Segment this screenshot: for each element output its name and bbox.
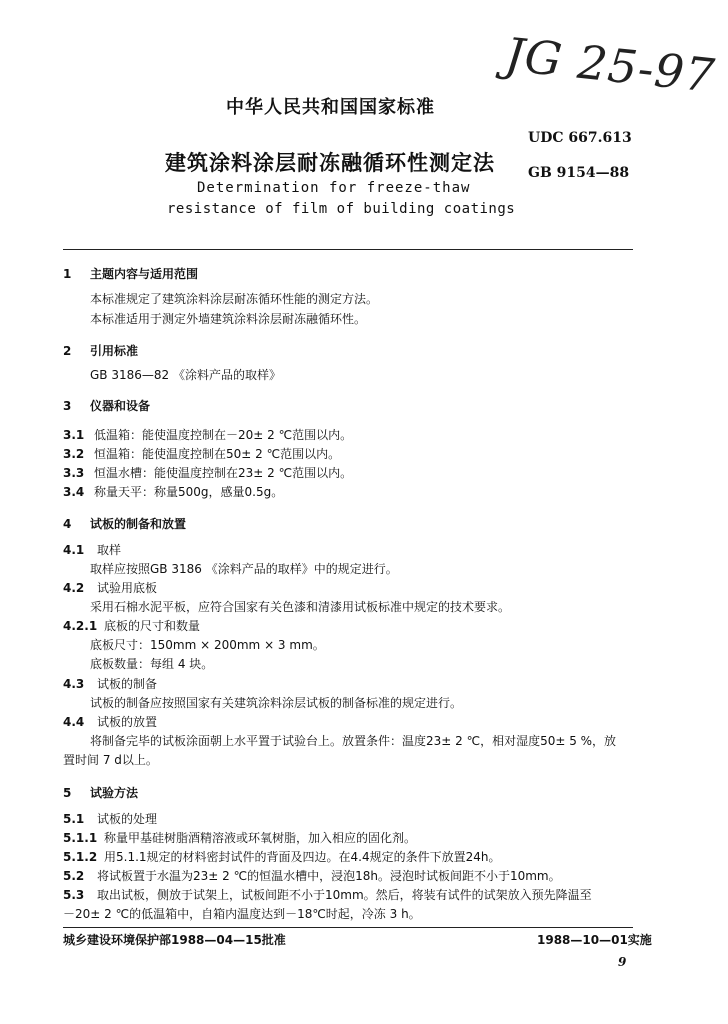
document-title-en-line2: resistance of film of building coatings <box>167 201 516 217</box>
item-3-2-text: 恒温箱：能使温度控制在50± 2 ℃范围以内。 <box>94 447 341 461</box>
item-3-1-text: 低温箱：能使温度控制在－20± 2 ℃范围以内。 <box>94 428 353 442</box>
item-5-1-1-text: 称量甲基硅树脂酒精溶液或环氧树脂，加入相应的固化剂。 <box>104 831 417 845</box>
section-3-heading: 仪器和设备 <box>90 399 151 413</box>
subsection-4-2-1-count: 底板数量：每组 4 块。 <box>90 657 214 671</box>
section-5-number: 5 <box>63 786 72 800</box>
subsection-4-2-paragraph: 采用石棉水泥平板，应符合国家有关色漆和清漆用试板标准中规定的技术要求。 <box>90 600 511 614</box>
item-3-1-number: 3.1 <box>63 428 85 442</box>
section-1-paragraph-1: 本标准规定了建筑涂料涂层耐冻循环性能的测定方法。 <box>90 292 379 306</box>
subsection-4-1-heading: 取样 <box>97 543 122 557</box>
item-5-2-text: 将试板置于水温为23± 2 ℃的恒温水槽中，浸泡18h。浸泡时试板间距不小于10mm。 <box>97 869 561 883</box>
subsection-4-4-paragraph-line1: 将制备完毕的试板涂面朝上水平置于试验台上。放置条件：温度23± 2 ℃，相对湿度50± 5 %，放 <box>90 734 617 748</box>
document-title-en-line1: Determination for freeze-thaw <box>197 180 471 196</box>
subsection-5-1-heading: 试板的处理 <box>97 812 158 826</box>
approval-line: 城乡建设环境保护部1988—04—15批准 <box>63 933 286 947</box>
subsection-4-2-number: 4.2 <box>63 581 85 595</box>
subsection-4-3-paragraph: 试板的制备应按照国家有关建筑涂料涂层试板的制备标准的规定进行。 <box>90 696 463 710</box>
item-5-1-1-number: 5.1.1 <box>63 831 98 845</box>
footer-divider <box>63 927 633 928</box>
item-5-3-number: 5.3 <box>63 888 85 902</box>
subsection-4-2-1-heading: 底板的尺寸和数量 <box>104 619 201 633</box>
item-5-1-2-number: 5.1.2 <box>63 850 98 864</box>
subsection-4-3-number: 4.3 <box>63 677 85 691</box>
section-1-number: 1 <box>63 267 72 281</box>
subsection-4-2-1-number: 4.2.1 <box>63 619 98 633</box>
subsection-4-1-number: 4.1 <box>63 543 85 557</box>
item-5-1-2-text: 用5.1.1规定的材料密封试件的背面及四边。在4.4规定的条件下放置24h。 <box>104 850 501 864</box>
subsection-5-1-number: 5.1 <box>63 812 85 826</box>
handwritten-code: JG 25-97 <box>502 27 718 103</box>
section-3-number: 3 <box>63 399 72 413</box>
item-3-3-number: 3.3 <box>63 466 85 480</box>
subsection-4-2-heading: 试验用底板 <box>97 581 158 595</box>
subsection-4-1-paragraph: 取样应按照GB 3186 《涂料产品的取样》中的规定进行。 <box>90 562 398 576</box>
item-5-2-number: 5.2 <box>63 869 85 883</box>
subsection-4-3-heading: 试板的制备 <box>97 677 158 691</box>
implementation-date: 1988—10—01实施 <box>537 933 652 947</box>
section-2-heading: 引用标准 <box>90 344 139 358</box>
item-3-3-text: 恒温水槽：能使温度控制在23± 2 ℃范围以内。 <box>94 466 353 480</box>
subsection-4-4-number: 4.4 <box>63 715 85 729</box>
item-5-3-text-line2: －20± 2 ℃的低温箱中，自箱内温度达到－18℃时起，冷冻 3 h。 <box>63 907 421 921</box>
subsection-4-4-paragraph-line2: 置时间 7 d以上。 <box>63 753 158 767</box>
gb-code: GB 9154—88 <box>528 165 630 181</box>
document-title-cn: 建筑涂料涂层耐冻融循环性测定法 <box>165 151 495 175</box>
section-5-heading: 试验方法 <box>90 786 139 800</box>
header-divider <box>63 249 633 250</box>
item-3-4-text: 称量天平：称量500g，感量0.5g。 <box>94 485 284 499</box>
national-standard-heading: 中华人民共和国国家标准 <box>226 97 435 118</box>
item-3-2-number: 3.2 <box>63 447 85 461</box>
page-number: 9 <box>618 955 627 969</box>
section-2-number: 2 <box>63 344 72 358</box>
section-4-heading: 试板的制备和放置 <box>90 517 187 531</box>
item-3-4-number: 3.4 <box>63 485 85 499</box>
section-2-reference: GB 3186—82 《涂料产品的取样》 <box>90 368 281 382</box>
section-1-paragraph-2: 本标准适用于测定外墙建筑涂料涂层耐冻融循环性。 <box>90 312 367 326</box>
subsection-4-2-1-size: 底板尺寸：150mm × 200mm × 3 mm。 <box>90 638 325 652</box>
section-1-heading: 主题内容与适用范围 <box>90 267 199 281</box>
subsection-4-4-heading: 试板的放置 <box>97 715 158 729</box>
section-4-number: 4 <box>63 517 72 531</box>
udc-code: UDC 667.613 <box>528 130 632 146</box>
item-5-3-text-line1: 取出试板，侧放于试架上，试板间距不小于10mm。然后，将装有试件的试架放入预先降温至 <box>97 888 592 902</box>
